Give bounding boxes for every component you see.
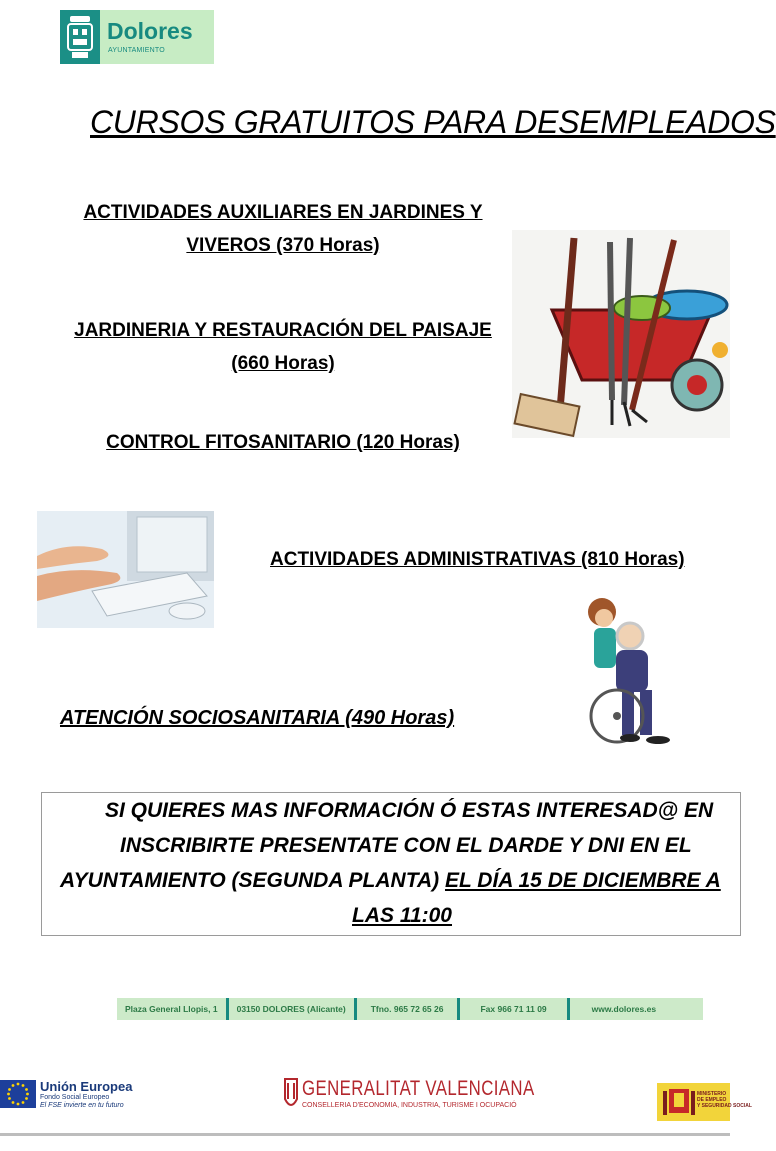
- eu-flag-icon: [0, 1080, 36, 1108]
- coat-of-arms-icon: [60, 10, 100, 64]
- course-2-line-1: JARDINERIA Y RESTAURACIÓN DEL PAISAJE: [74, 320, 492, 341]
- course-1-line-1: ACTIVIDADES AUXILIARES EN JARDINES Y: [83, 202, 483, 223]
- keyboard-illustration: [37, 511, 214, 628]
- contact-address: Plaza General Llopis, 1: [125, 1004, 218, 1014]
- generalitat-title: GENERALITAT VALENCIANA: [302, 1077, 535, 1100]
- course-5: ATENCIÓN SOCIOSANITARIA (490 Horas): [60, 707, 455, 729]
- info-line-2: INSCRIBIRTE PRESENTATE CON EL DARDE Y DNI EN EL: [120, 834, 692, 857]
- contact-web[interactable]: www.dolores.es: [591, 1004, 657, 1014]
- contact-city: 03150 DOLORES (Alicante): [236, 1004, 346, 1014]
- ministry-line-3: Y SEGURIDAD SOCIAL: [697, 1103, 752, 1109]
- page-bottom-divider: [0, 1133, 730, 1136]
- eu-subtitle: Fondo Social Europeo: [40, 1094, 110, 1101]
- wheelbarrow-icon: [512, 230, 730, 438]
- dolores-logo: [60, 10, 214, 64]
- info-time: LAS 11:00: [352, 904, 452, 927]
- garden-tools-illustration: [512, 230, 730, 438]
- ministry-line-1: MINISTERIO: [697, 1091, 727, 1097]
- contact-fax: Fax 966 71 11 09: [480, 1004, 547, 1014]
- info-line-1: SI QUIERES MAS INFORMACIÓN Ó ESTAS INTERESAD@ EN: [105, 799, 714, 822]
- contact-phone: Tfno. 965 72 65 26: [370, 1004, 444, 1014]
- eu-title: Unión Europea: [40, 1079, 133, 1094]
- generalitat-subtitle: CONSELLERIA D'ECONOMIA, INDUSTRIA, TURISME I OCUPACIÓ: [302, 1102, 517, 1109]
- ministry-name: [697, 1091, 752, 1109]
- spain-coat-of-arms-icon: [661, 1083, 697, 1121]
- info-line-3-plain: AYUNTAMIENTO (SEGUNDA PLANTA): [60, 869, 445, 892]
- keyboard-hands-icon: [37, 511, 214, 628]
- wheelchair-icon: [582, 596, 682, 764]
- caregiver-illustration: [582, 596, 682, 764]
- course-3: CONTROL FITOSANITARIO (120 Horas): [106, 432, 460, 453]
- logo-name: Dolores: [107, 18, 193, 44]
- course-2-line-2: (660 Horas): [231, 353, 335, 374]
- course-1-line-2: VIVEROS (370 Horas): [186, 235, 380, 256]
- page-title: CURSOS GRATUITOS PARA DESEMPLEADOS: [90, 104, 776, 140]
- ministry-logo: [657, 1083, 752, 1121]
- ministry-line-2: DE EMPLEO: [697, 1097, 727, 1103]
- logo-subtitle: AYUNTAMIENTO: [108, 47, 165, 54]
- contact-bar: [117, 998, 703, 1020]
- info-line-3: [60, 864, 721, 898]
- course-4: ACTIVIDADES ADMINISTRATIVAS (810 Horas): [270, 549, 685, 570]
- eu-tagline: El FSE invierte en tu futuro: [40, 1102, 124, 1109]
- info-date: EL DÍA 15 DE DICIEMBRE A: [444, 869, 721, 892]
- generalitat-emblem-icon: [283, 1077, 299, 1113]
